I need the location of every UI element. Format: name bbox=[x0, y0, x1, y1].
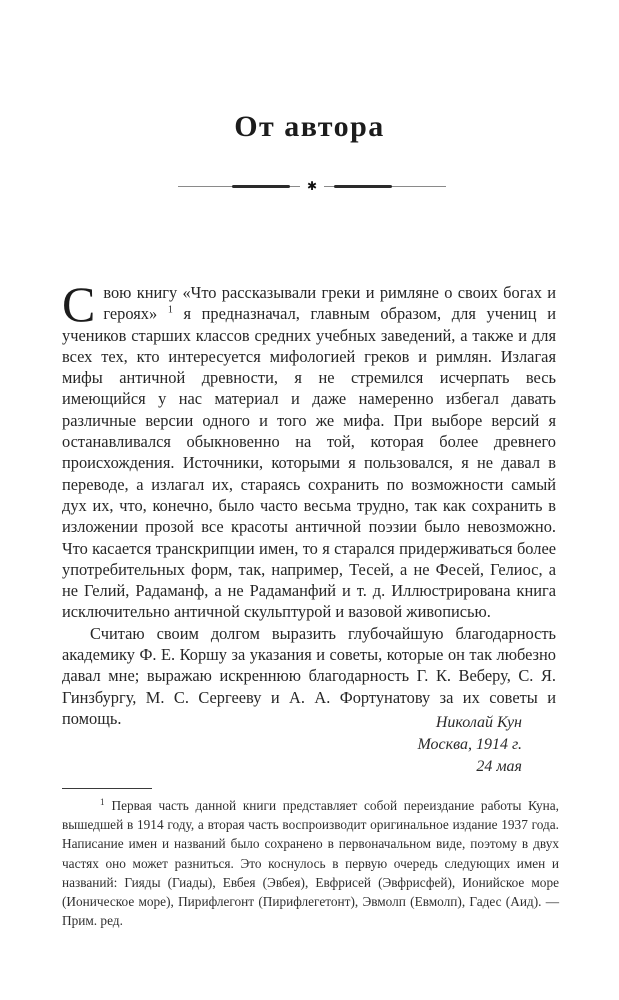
page-title: От автора bbox=[234, 110, 385, 143]
paragraph-2: Считаю своим долгом выразить глубочайшую благодарность академику Ф. Е. Коршу за указания и советы, которые он так любезно давал мне; выражаю искреннюю благодарность Г. К. Веберу, С. Я. Гинзбургу, М. С. Сергееву и А. А. Фортунатову за их советы и помощь. bbox=[62, 623, 556, 728]
signature-place-year: Москва, 1914 г. bbox=[417, 736, 522, 753]
divider-ornament bbox=[178, 180, 446, 192]
signature-date: 24 мая bbox=[476, 758, 522, 775]
footnote bbox=[62, 788, 559, 930]
footnote-rule bbox=[62, 788, 152, 789]
paragraph-1-text-before-note: вою книгу «Что рассказывали греки и римляне о своих богах и героях» bbox=[103, 283, 556, 324]
paragraph-1-text-after-note: я предназначал, главным образом, для учениц и учеников старших классов средних учебных заведений, а также и для всех тех, кто интересуется мифологией греков и римлян. Излагая мифы античной древности, я не стремился исчерпать весь имеющийся у нас материал и даже намеренно избегал давать различные версии одного и того же мифа. При выборе версий я останавливался обыкновенно на той, которая более древнего происхождения. Источники, которыми я пользовался, я не давал в переводе, а излагал их, стараясь сохранить по возможности самый дух их, что, конечно, было часто весьма трудно, так как сохранить в изложении прозой все красоты античной поэзии было невозможно. Что касается транскрипции имен, то я старался придерживаться более употребительных форм, так, например, Тесей, а не Фесей, Гелиос, а не Гелий, Радаманф, а не Радаманфий и т. д. Иллюстрирована книга исключительно античной скульптурой и вазовой живописью. bbox=[62, 304, 556, 622]
footnote-marker: 1 bbox=[100, 796, 105, 807]
footnote-body: Первая часть данной книги представляет собой переиздание работы Куна, вышедшей в 1914 году, а вторая часть воспроизводит оригинальное издание 1937 года. Написание имен и названий было сохранено в первоначальном виде, поэтому в двух частях оно может разниться. Это коснулось в первую очередь следующих имен и названий: Гияды (Гиады), Евбея (Эвбея), Евфрисей (Эвфрисфей), Ионийское море (Ионическое море), Пирифлегонт (Пирифлегетонт), Эвмолп (Евмолп), Гадес (Аид). — Прим. ред. bbox=[62, 798, 559, 929]
signature-author: Николай Кун bbox=[435, 714, 522, 731]
footnote-reference: 1 bbox=[167, 304, 173, 316]
dropcap-letter: С bbox=[62, 276, 96, 332]
signature-block bbox=[62, 712, 556, 778]
ornament-line-right bbox=[324, 186, 446, 187]
star-icon: ✱ bbox=[306, 179, 318, 193]
footnote-text bbox=[62, 796, 559, 930]
ornament-line-left bbox=[178, 186, 300, 187]
body-text bbox=[62, 276, 556, 729]
paragraph-1 bbox=[62, 276, 556, 623]
